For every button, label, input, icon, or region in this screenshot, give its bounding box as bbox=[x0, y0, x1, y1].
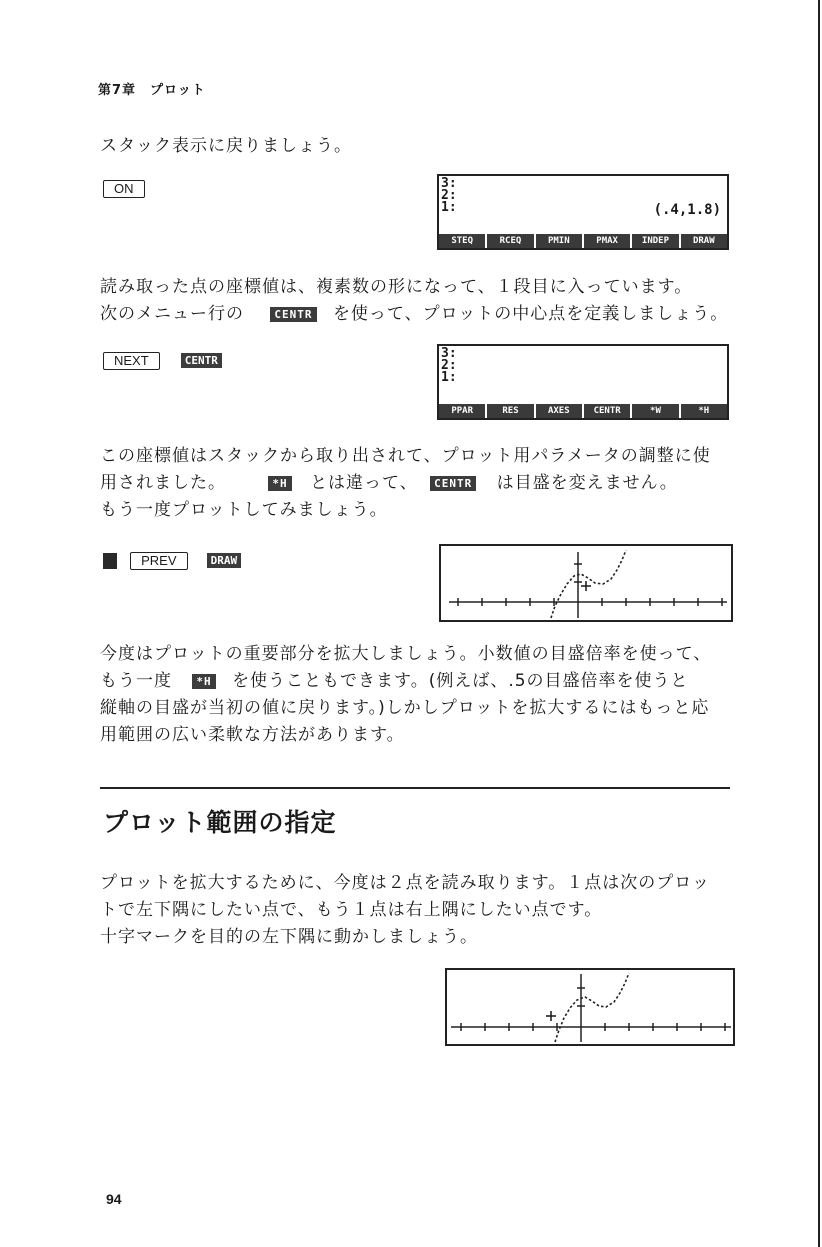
paragraph-plot-parameters bbox=[100, 443, 711, 524]
text-fragment: を使って、プロットの中心点を定義しましょう。 bbox=[332, 304, 729, 324]
menu-label: RES bbox=[487, 404, 533, 418]
page-number: 94 bbox=[106, 1191, 122, 1207]
menu-label: *H bbox=[681, 404, 727, 418]
menu-label: PPAR bbox=[439, 404, 485, 418]
text-line: この座標値はスタックから取り出されて、プロット用パラメータの調整に使 bbox=[100, 446, 711, 466]
keystroke-on bbox=[103, 178, 145, 198]
paragraph-plot-range bbox=[100, 870, 710, 951]
menu-label: AXES bbox=[536, 404, 582, 418]
text-line: 用範囲の広い柔軟な方法があります。 bbox=[100, 725, 405, 745]
stack-levels bbox=[441, 178, 457, 214]
next-key: NEXT bbox=[103, 352, 160, 370]
text-line: 今度はプロットの重要部分を拡大しましょう。小数値の目盛倍率を使って、 bbox=[100, 644, 712, 664]
on-key: ON bbox=[103, 180, 145, 198]
crosshair-icon bbox=[546, 1011, 556, 1021]
plot-screen-2 bbox=[445, 968, 735, 1046]
section-divider bbox=[100, 787, 730, 789]
menu-label: RCEQ bbox=[487, 234, 533, 248]
menu-label: PMAX bbox=[584, 234, 630, 248]
stack-levels bbox=[441, 348, 457, 384]
calculator-screen-1 bbox=[437, 174, 729, 250]
page-edge-line bbox=[818, 0, 820, 1247]
keystroke-shift-prev-draw bbox=[103, 550, 241, 570]
stack-level-1: 1: bbox=[441, 370, 457, 385]
plot-graphic bbox=[441, 546, 731, 620]
paragraph-stack-return: スタック表示に戻りましょう。 bbox=[100, 136, 352, 156]
x-axis-ticks bbox=[458, 564, 722, 606]
text-fragment: を使うこともできます。(例えば、.5の目盛倍率を使うと bbox=[232, 671, 689, 691]
chapter-header: 第7章 プロット bbox=[98, 83, 206, 98]
crosshair-icon bbox=[581, 581, 591, 591]
centr-menu-key: CENTR bbox=[270, 307, 316, 322]
centr-menu-key: CENTR bbox=[430, 476, 476, 491]
paragraph-zoom-plot bbox=[100, 641, 711, 749]
h-scale-menu-key: *H bbox=[192, 674, 215, 689]
stack-value: (.4,1.8) bbox=[653, 202, 721, 218]
screen-menu-row bbox=[439, 404, 727, 418]
stack-level-2: 2: bbox=[441, 358, 457, 373]
text-line bbox=[100, 470, 711, 497]
prev-key: PREV bbox=[130, 552, 187, 570]
stack-level-3: 3: bbox=[441, 176, 457, 191]
stack-level-3: 3: bbox=[441, 346, 457, 361]
h-scale-menu-key: *H bbox=[268, 476, 291, 491]
draw-menu-key: DRAW bbox=[207, 553, 242, 568]
text-fragment: 用されました。 bbox=[100, 473, 226, 493]
keystroke-next-centr bbox=[103, 350, 222, 370]
text-fragment: もう一度 bbox=[100, 671, 172, 691]
plot-curve bbox=[551, 550, 626, 618]
menu-label: DRAW bbox=[681, 234, 727, 248]
stack-level-2: 2: bbox=[441, 188, 457, 203]
text-line: 縦軸の目盛が当初の値に戻ります。)しかしプロットを拡大するにはもっと応 bbox=[100, 698, 710, 718]
section-title: プロット範囲の指定 bbox=[103, 808, 337, 837]
calculator-screen-2 bbox=[437, 344, 729, 420]
text-fragment: は目盛を変えません。 bbox=[496, 473, 678, 493]
centr-menu-key: CENTR bbox=[181, 353, 222, 368]
text-line: 十字マークを目的の左下隅に動かしましょう。 bbox=[100, 927, 478, 947]
menu-label: STEQ bbox=[439, 234, 485, 248]
text-line: プロットを拡大するために、今度は２点を読み取ります。１点は次のプロッ bbox=[100, 873, 710, 893]
text-fragment: とは違って、 bbox=[310, 473, 418, 493]
x-axis-ticks bbox=[461, 988, 725, 1031]
text-line bbox=[100, 301, 728, 328]
menu-label: PMIN bbox=[536, 234, 582, 248]
menu-label: *W bbox=[632, 404, 678, 418]
text-line: もう一度プロットしてみましょう。 bbox=[100, 500, 388, 520]
screen-menu-row bbox=[439, 234, 727, 248]
text-line: トで左下隅にしたい点で、もう１点は右上隅にしたい点です。 bbox=[100, 900, 603, 920]
stack-level-1: 1: bbox=[441, 200, 457, 215]
paragraph-coordinates bbox=[100, 274, 728, 328]
shift-key-icon bbox=[103, 553, 117, 569]
plot-curve bbox=[555, 973, 629, 1042]
menu-label: CENTR bbox=[584, 404, 630, 418]
menu-label: INDEP bbox=[632, 234, 678, 248]
plot-screen-1 bbox=[439, 544, 733, 622]
text-line: 読み取った点の座標値は、複素数の形になって、１段目に入っています。 bbox=[100, 277, 693, 297]
text-line bbox=[100, 668, 711, 695]
plot-graphic bbox=[447, 970, 733, 1044]
text-fragment: 次のメニュー行の bbox=[100, 304, 244, 324]
